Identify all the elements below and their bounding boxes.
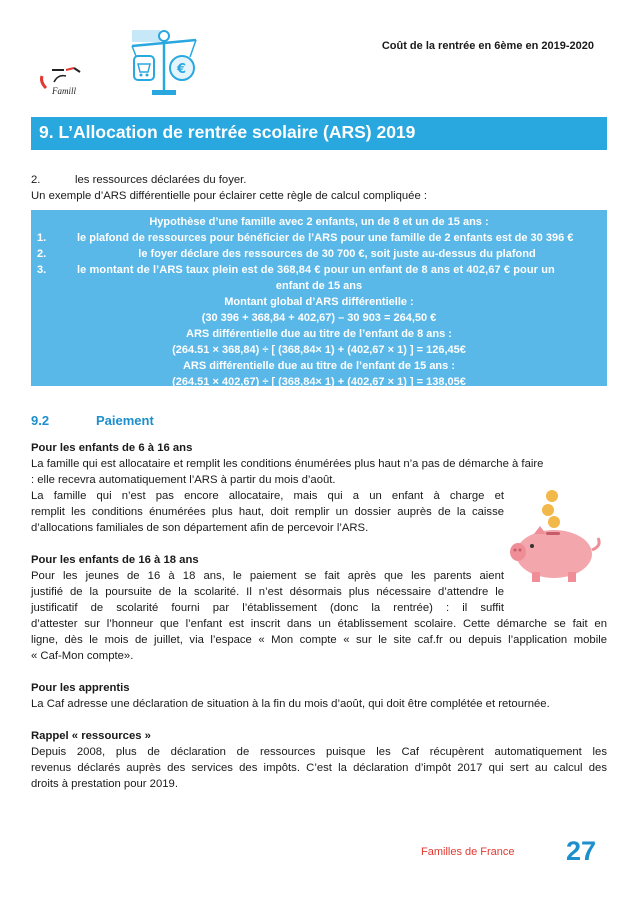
box-child8-calc: (264.51 × 368,84) ÷ [ (368,84× 1) + (402,67 × 1) ] = 126,45€: [172, 344, 466, 356]
piggy-bank-icon: [508, 488, 606, 584]
section-title: 9. L’Allocation de rentrée scolaire (ARS) 2019: [39, 122, 416, 142]
para-3a: Pour les jeunes de 16 à 18 ans, le paiement se fait après que les parents aient: [31, 570, 504, 582]
section-title-bar: [31, 117, 607, 150]
heading-rappel: Rappel « ressources »: [31, 730, 151, 742]
balance-scale-icon: [124, 24, 204, 100]
ars-example-box: Hypothèse d’une famille avec 2 enfants, un de 8 et un de 15 ans : 1. le plafond de ressources pour bénéficier de l’ARS pour une famille de 2 enfants est de 30 396 € 2. le foyer déclare des ressources de 30 700 €, soit juste au-dessus du plafond 3. le montant de l’ARS taux plein est de 368,84 € pour un enfant de 8 ans et 402,67 € pour un enfant de 15 ans Montant global d’ARS différentielle : (30 396 + 368,84 + 402,67) – 30 903 = 264,50 € ARS différentielle due au titre de l’enfant de 8 ans : (264.51 × 368,84) ÷ [ (368,84× 1) + (402,67 × 1) ] = 126,45€ ARS différentielle due au titre de l’enfant de 15 ans : (264.51 × 402,67) ÷ [ (368,84× 1) + (402,67 × 1) ] = 138,05€: [31, 210, 607, 386]
para-2a: La famille qui n’est pas encore allocataire, mais qui a un enfant à charge et: [31, 490, 504, 502]
box-child15-calc: (264.51 × 402,67) ÷ [ (368,84× 1) + (402,67 × 1) ] = 138,05€: [172, 376, 466, 388]
box-child8-label: ARS différentielle due au titre de l’enfant de 8 ans :: [186, 328, 452, 340]
heading-16-18: Pour les enfants de 16 à 18 ans: [31, 554, 199, 566]
para-5a: Depuis 2008, plus de déclaration de ressources puisque les Caf récupèrent automatiquement les: [31, 746, 607, 758]
familles-de-france-logo: [36, 58, 86, 104]
box-item-3-cont: enfant de 15 ans: [275, 280, 363, 292]
para-3c: justificatif de scolarité fourni par l’établissement (donc la rentrée) : il suffit: [31, 602, 504, 614]
box-hypothesis: Hypothèse d’une famille avec 2 enfants, un de 8 et un de 15 ans :: [149, 216, 489, 228]
para-2c: d’allocations familiales de son département afin de percevoir l’ARS.: [31, 522, 369, 534]
intro-item: les ressources déclarées du foyer.: [75, 174, 247, 186]
svg-text:€: €: [177, 62, 187, 77]
para-3e: ligne, dès le mois de juillet, via l’espace « Mon compte « sur le site caf.fr ou depuis l’application mobile: [31, 634, 607, 646]
logo-text: Famill: [52, 86, 76, 96]
para-4: La Caf adresse une déclaration de situation à la fin du mois d’août, qui doit être complétée et retournée.: [31, 698, 550, 710]
para-5c: droits à prestation pour 2019.: [31, 778, 178, 790]
para-1a: La famille qui est allocataire et remplit les conditions énumérées plus haut n’a pas de démarche à faire: [31, 458, 544, 470]
para-1b: : elle recevra automatiquement l’ARS à partir du mois d’août.: [31, 474, 336, 486]
box-child15-label: ARS différentielle due au titre de l’enfant de 15 ans :: [182, 360, 455, 372]
box-global-calc: (30 396 + 368,84 + 402,67) – 30 903 = 264,50 €: [201, 312, 437, 324]
heading-apprentis: Pour les apprentis: [31, 682, 130, 694]
page-number: 27: [566, 836, 597, 866]
intro-text: [31, 172, 607, 204]
intro-num: 2.: [31, 174, 41, 186]
para-2b: remplit les conditions énumérées plus haut, doit remplir un dossier auprès de la caisse: [31, 506, 504, 518]
para-3b: justifié de la poursuite de la scolarité. Il n’est désormais plus nécessaire d’attendre le: [31, 586, 504, 598]
para-5b: revenus déclarés auprès des services des impôts. C’est la déclaration d’impôt 2017 qui sert au calcul des: [31, 762, 607, 774]
subsection-heading: 9.2 Paiement: [31, 413, 154, 428]
running-header: Coût de la rentrée en 6ème en 2019-2020: [381, 40, 594, 52]
box-global-label: Montant global d’ARS différentielle :: [224, 296, 414, 308]
para-3d: d’attester sur l’honneur que l’enfant est inscrit dans un établissement scolaire. Cette démarche se fait en: [31, 618, 607, 630]
para-3f: « Caf-Mon compte».: [31, 650, 134, 662]
heading-6-16: Pour les enfants de 6 à 16 ans: [31, 442, 193, 454]
footer-label: Familles de France: [421, 846, 515, 858]
intro-line2: Un exemple d’ARS différentielle pour éclairer cette règle de calcul compliquée :: [31, 190, 428, 202]
